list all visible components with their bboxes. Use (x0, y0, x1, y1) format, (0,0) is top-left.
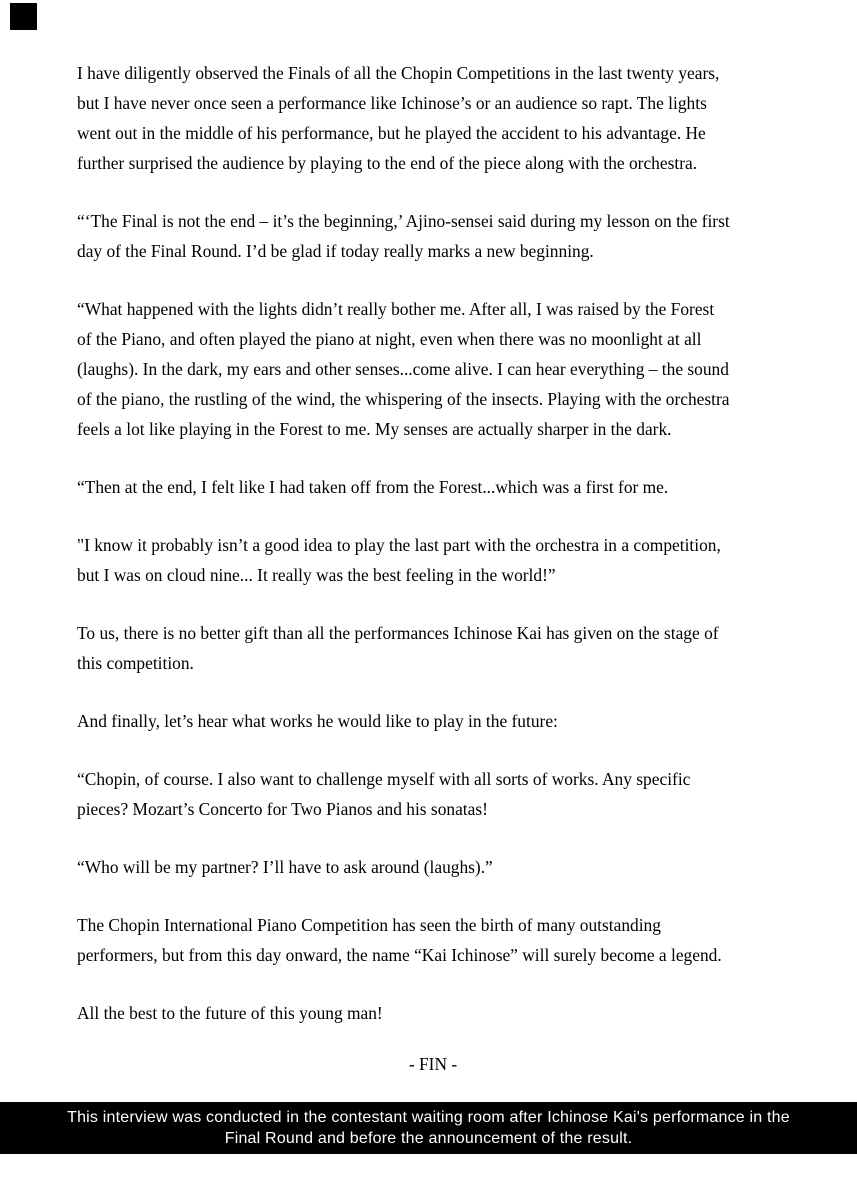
text-line: - FIN - (408, 1054, 458, 1074)
text-line: (laughs). In the dark, my ears and other senses...come alive. I can hear everything – the sound (77, 359, 729, 379)
paragraph (77, 472, 789, 502)
text-line: I have diligently observed the Finals of all the Chopin Competitions in the last twenty years, (77, 63, 720, 83)
paragraph (77, 998, 789, 1028)
text-line: “Then at the end, I felt like I had taken off from the Forest...which was a first for me. (77, 477, 669, 497)
paragraph (77, 910, 789, 970)
text-line: performers, but from this day onward, the name “Kai Ichinose” will surely become a legend. (77, 945, 722, 965)
paragraph (77, 706, 789, 736)
text-line: day of the Final Round. I’d be glad if today really marks a new beginning. (77, 241, 594, 261)
text-line: “‘The Final is not the end – it’s the beginning,’ Ajino-sensei said during my lesson on the first (77, 211, 730, 231)
text-line: All the best to the future of this young man! (77, 1003, 383, 1023)
text-line: but I was on cloud nine... It really was the best feeling in the world!” (77, 565, 556, 585)
paragraph (77, 618, 789, 678)
footer-text-line: This interview was conducted in the contestant waiting room after Ichinose Kai's performance in the (67, 1109, 790, 1126)
paragraph (77, 530, 789, 590)
paragraph (77, 206, 789, 266)
paragraph (77, 764, 789, 824)
text-line: this competition. (77, 653, 194, 673)
text-line: To us, there is no better gift than all the performances Ichinose Kai has given on the stage of (77, 623, 719, 643)
footer-text-line: Final Round and before the announcement of the result. (224, 1130, 633, 1147)
text-line: feels a lot like playing in the Forest to me. My senses are actually sharper in the dark. (77, 419, 672, 439)
text-line: “Who will be my partner? I’ll have to ask around (laughs).” (77, 857, 493, 877)
footer-bar (0, 1102, 857, 1154)
paragraph (77, 58, 789, 178)
text-line: And finally, let’s hear what works he would like to play in the future: (77, 711, 558, 731)
text-line: “What happened with the lights didn’t really bother me. After all, I was raised by the Forest (77, 299, 715, 319)
text-line: went out in the middle of his performance, but he played the accident to his advantage. He (77, 123, 706, 143)
text-line: but I have never once seen a performance like Ichinose’s or an audience so rapt. The lights (77, 93, 707, 113)
fin-marker (77, 1049, 789, 1079)
paragraph (77, 294, 789, 444)
text-line: of the Piano, and often played the piano at night, even when there was no moonlight at all (77, 329, 702, 349)
document-body (77, 58, 789, 1107)
text-line: further surprised the audience by playing to the end of the piece along with the orchestra. (77, 153, 698, 173)
text-line: pieces? Mozart’s Concerto for Two Pianos and his sonatas! (77, 799, 488, 819)
corner-mark (10, 3, 37, 30)
text-line: The Chopin International Piano Competition has seen the birth of many outstanding (77, 915, 661, 935)
text-line: of the piano, the rustling of the wind, the whispering of the insects. Playing with the orchestra (77, 389, 730, 409)
text-line: "I know it probably isn’t a good idea to play the last part with the orchestra in a competition, (77, 535, 721, 555)
paragraph (77, 852, 789, 882)
text-line: “Chopin, of course. I also want to challenge myself with all sorts of works. Any specific (77, 769, 691, 789)
